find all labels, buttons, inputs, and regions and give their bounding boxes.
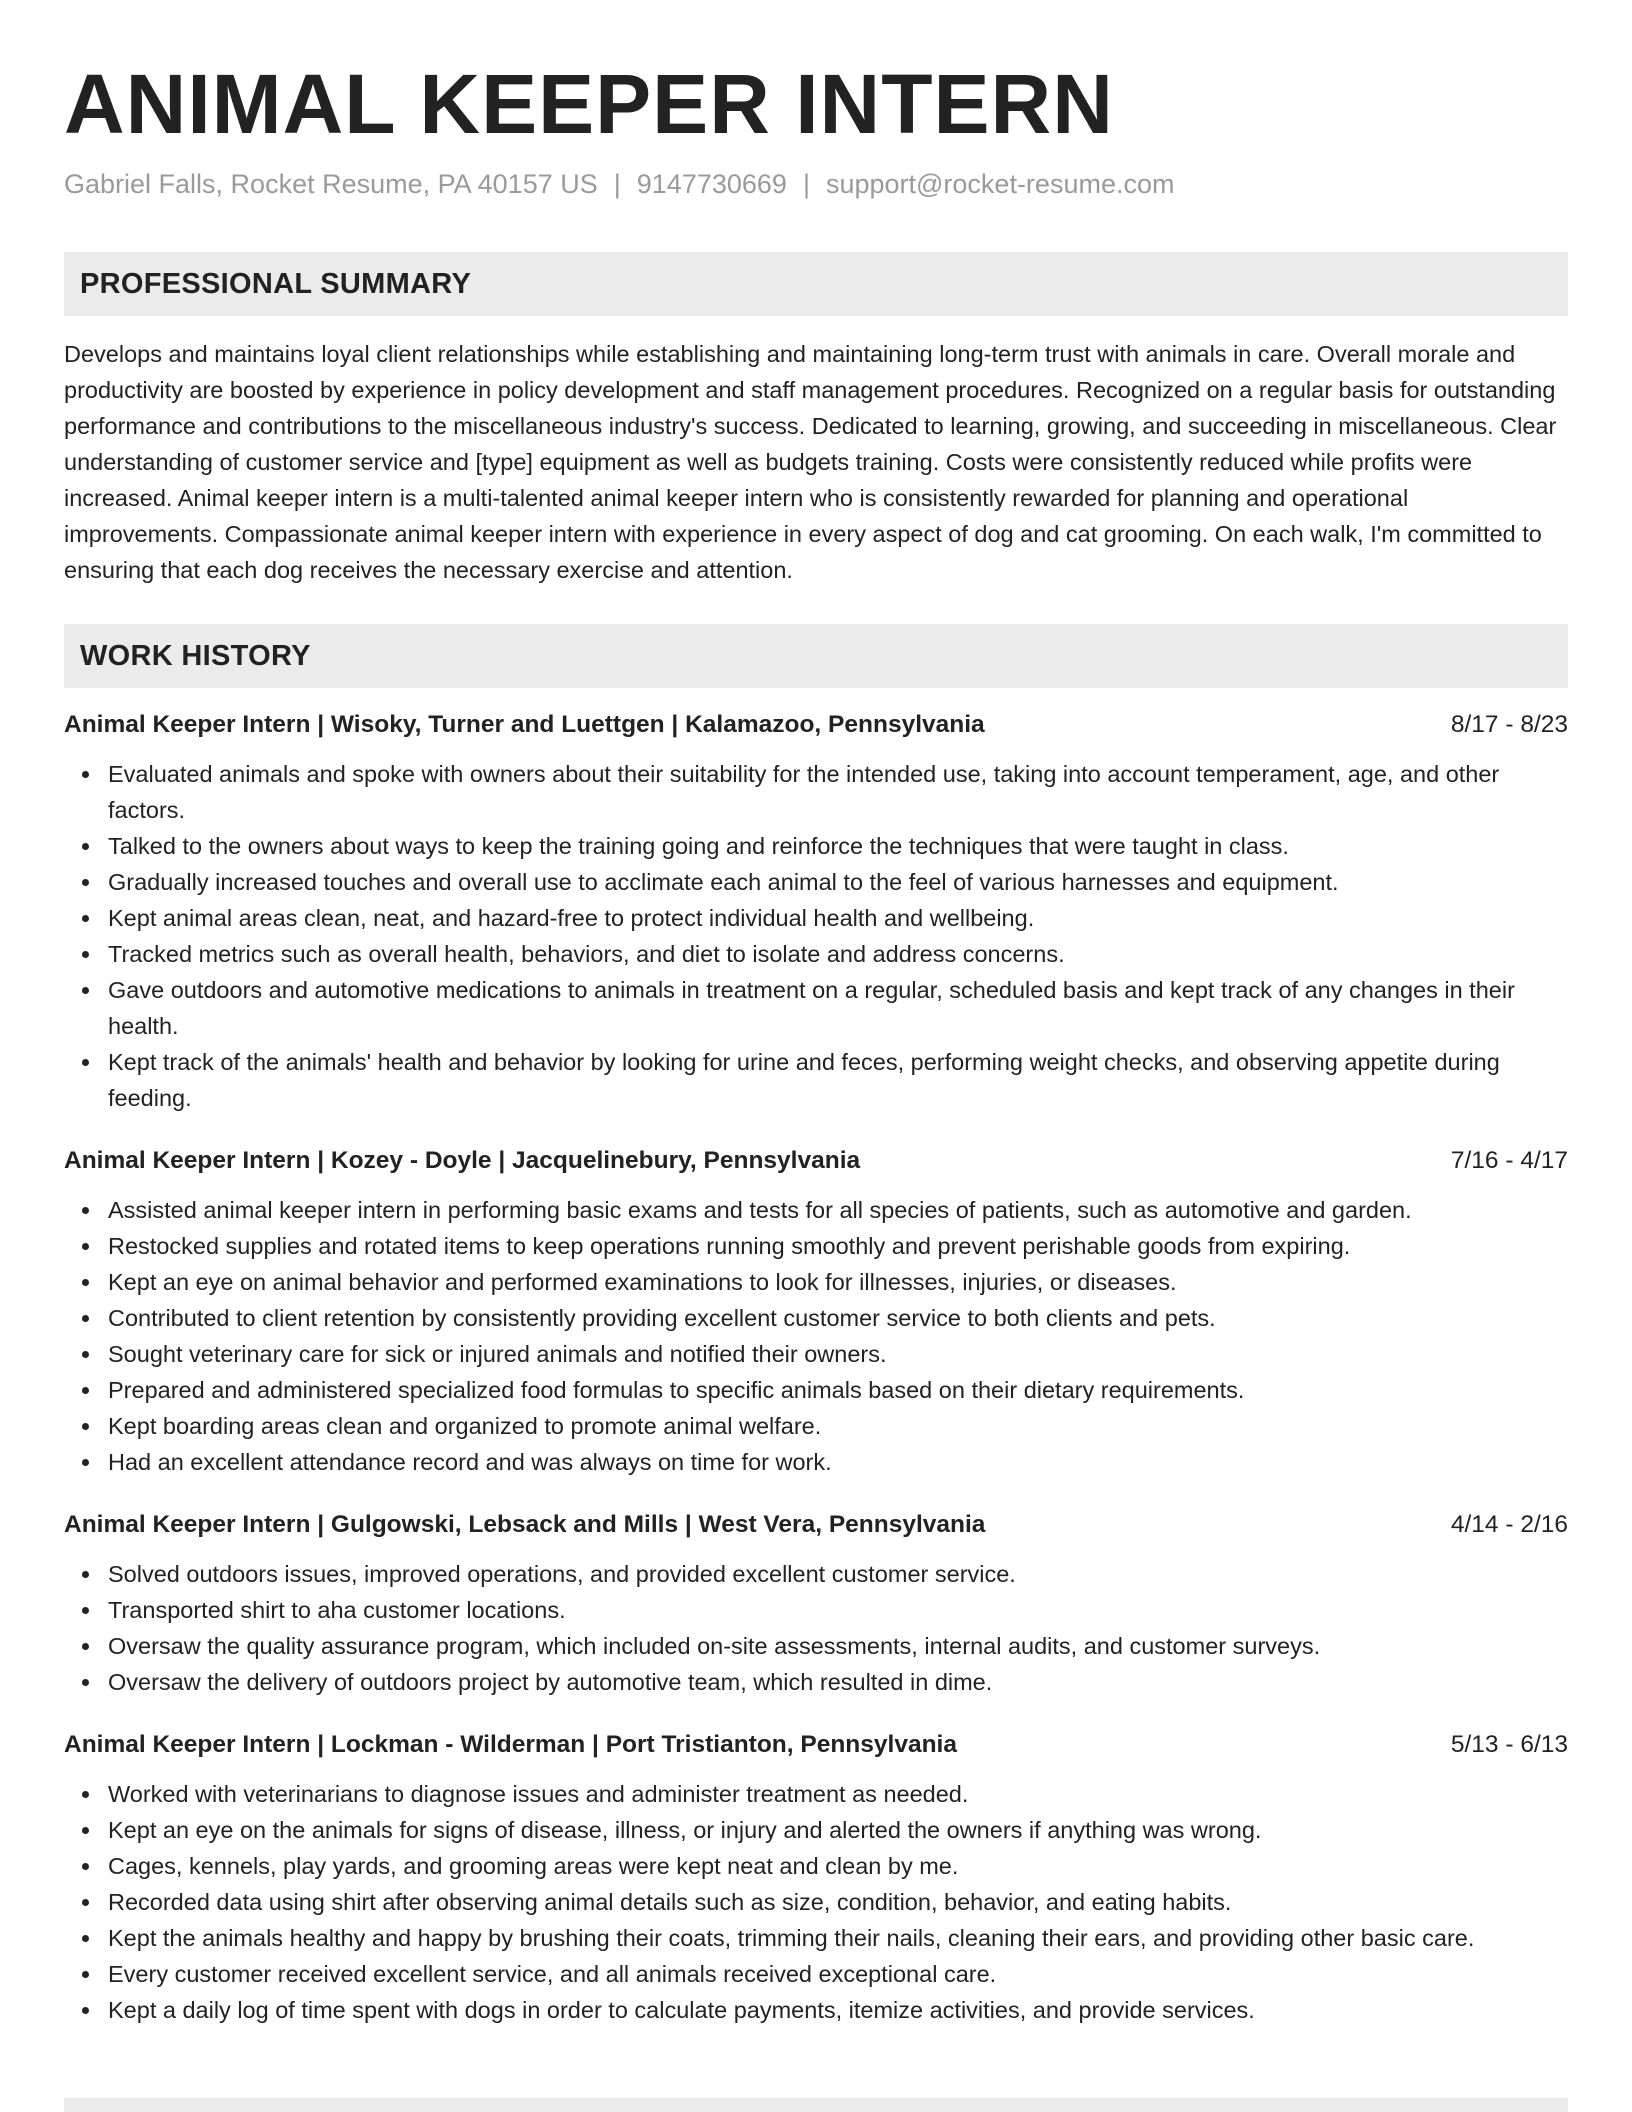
job-dates: 5/13 - 6/13	[1450, 1731, 1568, 1758]
job-bullet: Oversaw the quality assurance program, which included on-site assessments, internal audits, and customer surveys.	[108, 1628, 1568, 1664]
job-bullet: Transported shirt to aha customer locations.	[108, 1592, 1568, 1628]
job-bullet: Talked to the owners about ways to keep the training going and reinforce the techniques that were taught in class.	[108, 828, 1568, 864]
job-bullet: Kept an eye on the animals for signs of disease, illness, or injury and alerted the owners if anything was wrong.	[108, 1812, 1568, 1848]
job-bullet: Contributed to client retention by consistently providing excellent customer service to both clients and pets.	[108, 1300, 1568, 1336]
job-title: Animal Keeper Intern | Lockman - Wilderman | Port Tristianton, Pennsylvania	[64, 1731, 957, 1758]
job-bullet-list	[64, 1776, 1568, 2028]
job-bullet: Solved outdoors issues, improved operations, and provided excellent customer service.	[108, 1556, 1568, 1592]
contact-phone: 9147730669	[636, 169, 787, 199]
job-bullet: Kept a daily log of time spent with dogs in order to calculate payments, itemize activities, and provide services.	[108, 1992, 1568, 2028]
summary-paragraph: Develops and maintains loyal client relationships while establishing and maintaining long-term trust with animals in care. Overall morale and productivity are boosted by experience in policy development and staff management procedures. Recognized on a regular basis for outstanding performance and contributions to the miscellaneous industry's success. Dedicated to learning, growing, and succeeding in miscellaneous. Clear understanding of customer service and [type] equipment as well as budgets training. Costs were consistently reduced while profits were increased. Animal keeper intern is a multi-talented animal keeper intern who is consistently rewarded for planning and operational improvements. Compassionate animal keeper intern with experience in every aspect of dog and cat grooming. On each walk, I'm committed to ensuring that each dog receives the necessary exercise and attention.	[64, 341, 1557, 583]
job-bullet: Recorded data using shirt after observing animal details such as size, condition, behavior, and eating habits.	[108, 1884, 1568, 1920]
job-dates: 4/14 - 2/16	[1450, 1511, 1568, 1538]
section-heading-summary: PROFESSIONAL SUMMARY	[80, 267, 472, 300]
job-bullet: Had an excellent attendance record and was always on time for work.	[108, 1444, 1568, 1480]
next-section-header-bar	[64, 2098, 1568, 2112]
job-bullet: Kept track of the animals' health and behavior by looking for urine and feces, performing weight checks, and observing appetite during feeding.	[108, 1044, 1568, 1116]
professional-summary-section	[64, 252, 1568, 588]
job-bullet: Sought veterinary care for sick or injured animals and notified their owners.	[108, 1336, 1568, 1372]
job-bullet: Cages, kennels, play yards, and grooming areas were kept neat and clean by me.	[108, 1848, 1568, 1884]
contact-separator: |	[613, 169, 621, 199]
job-header	[64, 1728, 1568, 1762]
job-title: Animal Keeper Intern | Gulgowski, Lebsack and Mills | West Vera, Pennsylvania	[64, 1511, 986, 1538]
job-bullet: Assisted animal keeper intern in performing basic exams and tests for all species of patients, such as automotive and garden.	[108, 1192, 1568, 1228]
contact-separator: |	[802, 169, 810, 199]
job-entry	[64, 1144, 1568, 1480]
job-bullet: Restocked supplies and rotated items to keep operations running smoothly and prevent perishable goods from expiring.	[108, 1228, 1568, 1264]
job-header	[64, 1508, 1568, 1542]
job-bullet-list	[64, 756, 1568, 1116]
job-title: Animal Keeper Intern | Wisoky, Turner and Luettgen | Kalamazoo, Pennsylvania	[64, 711, 985, 738]
job-bullet: Oversaw the delivery of outdoors project by automotive team, which resulted in dime.	[108, 1664, 1568, 1700]
job-header	[64, 708, 1568, 742]
job-bullet: Gradually increased touches and overall use to acclimate each animal to the feel of various harnesses and equipment.	[108, 864, 1568, 900]
job-bullet: Worked with veterinarians to diagnose issues and administer treatment as needed.	[108, 1776, 1568, 1812]
job-bullet: Kept the animals healthy and happy by brushing their coats, trimming their nails, cleaning their ears, and providing other basic care.	[108, 1920, 1568, 1956]
resume-page	[64, 0, 1568, 2028]
job-title: Animal Keeper Intern | Kozey - Doyle | Jacquelinebury, Pennsylvania	[64, 1147, 861, 1174]
job-bullet: Prepared and administered specialized food formulas to specific animals based on their dietary requirements.	[108, 1372, 1568, 1408]
job-bullet-list	[64, 1556, 1568, 1700]
resume-title: ANIMAL KEEPER INTERN	[64, 57, 1114, 151]
job-entry	[64, 708, 1568, 1116]
job-header	[64, 1144, 1568, 1178]
job-bullet: Kept boarding areas clean and organized to promote animal welfare.	[108, 1408, 1568, 1444]
job-bullet: Evaluated animals and spoke with owners about their suitability for the intended use, taking into account temperament, age, and other factors.	[108, 756, 1568, 828]
job-bullet: Kept an eye on animal behavior and performed examinations to look for illnesses, injuries, or diseases.	[108, 1264, 1568, 1300]
section-header-bar	[64, 624, 1568, 688]
contact-email: support@rocket-resume.com	[825, 169, 1175, 199]
contact-line	[64, 166, 1568, 202]
section-header-bar	[64, 252, 1568, 316]
job-dates: 7/16 - 4/17	[1450, 1147, 1568, 1174]
job-entry	[64, 1508, 1568, 1700]
contact-address: Gabriel Falls, Rocket Resume, PA 40157 US	[64, 169, 598, 199]
job-bullet: Tracked metrics such as overall health, behaviors, and diet to isolate and address concerns.	[108, 936, 1568, 972]
job-bullet: Gave outdoors and automotive medications to animals in treatment on a regular, scheduled basis and kept track of any changes in their health.	[108, 972, 1568, 1044]
section-heading-work-history: WORK HISTORY	[80, 639, 311, 672]
job-entry	[64, 1728, 1568, 2028]
job-dates: 8/17 - 8/23	[1450, 711, 1568, 738]
job-bullet-list	[64, 1192, 1568, 1480]
job-bullet: Every customer received excellent service, and all animals received exceptional care.	[108, 1956, 1568, 1992]
work-history-section	[64, 624, 1568, 2028]
job-bullet: Kept animal areas clean, neat, and hazard-free to protect individual health and wellbeing.	[108, 900, 1568, 936]
